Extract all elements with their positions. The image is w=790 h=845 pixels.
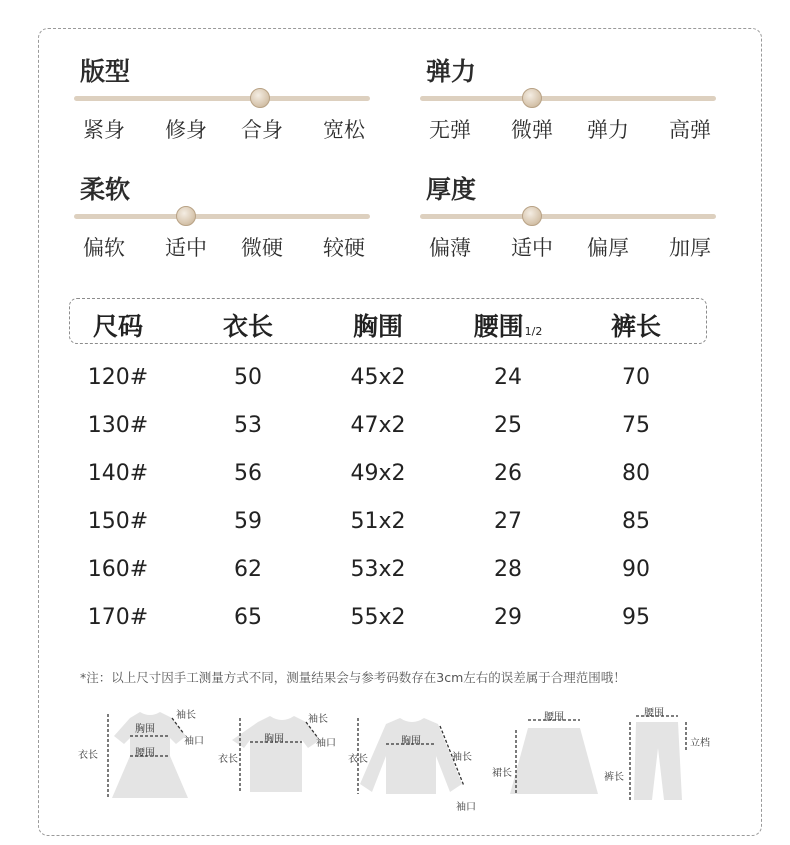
attribute-option: 微硬 (241, 236, 283, 260)
table-cell: 160# (87, 557, 149, 582)
tshirt-sleeve-label: 袖长 (308, 714, 328, 725)
attribute-options (74, 114, 374, 144)
attribute-slider-knob (522, 206, 542, 226)
pants-waist-label: 腰围 (644, 708, 664, 719)
column-header-label: 裤长 (610, 312, 662, 341)
attribute-option: 偏薄 (429, 236, 471, 260)
table-row (0, 557, 790, 597)
column-header (223, 307, 273, 343)
column-header (353, 307, 403, 343)
table-cell: 95 (622, 605, 650, 630)
attribute-option: 偏软 (83, 236, 125, 260)
dress-cuff-label: 袖口 (184, 736, 204, 747)
table-cell: 170# (87, 605, 149, 630)
table-cell: 47x2 (350, 413, 406, 438)
tshirt-chest-label: 胸围 (264, 734, 284, 745)
attribute-slider-knob (176, 206, 196, 226)
measurement-note: *注：以上尺寸因手工测量方式不同，测量结果会与参考码数存在3cm左右的误差属于合理范围哦！ (80, 670, 626, 685)
attribute-options (74, 232, 374, 262)
attribute-1 (420, 52, 720, 152)
table-cell: 120# (87, 365, 149, 390)
skirt-waist-label: 腰围 (544, 712, 564, 723)
table-cell: 25 (494, 413, 522, 438)
attribute-3 (420, 170, 720, 270)
table-cell: 45x2 (350, 365, 406, 390)
table-cell: 50 (234, 365, 262, 390)
dress-chest-label: 胸围 (135, 724, 155, 735)
column-header (93, 307, 143, 343)
dress-waist-label: 腰围 (135, 748, 155, 759)
table-cell: 80 (622, 461, 650, 486)
table-row (0, 413, 790, 453)
table-row (0, 605, 790, 645)
column-header (474, 307, 543, 343)
table-cell: 150# (87, 509, 149, 534)
table-cell: 140# (87, 461, 149, 486)
table-cell: 62 (234, 557, 262, 582)
table-cell: 56 (234, 461, 262, 486)
attribute-title: 厚度 (426, 175, 477, 204)
attribute-options (420, 114, 720, 144)
attribute-option: 较硬 (323, 236, 365, 260)
attribute-option: 适中 (511, 236, 553, 260)
attribute-option: 适中 (165, 236, 207, 260)
table-cell: 130# (87, 413, 149, 438)
longsleeve-illustration (346, 700, 496, 810)
attribute-option: 微弹 (511, 118, 553, 142)
attribute-title: 弹力 (426, 57, 477, 86)
attribute-title: 柔软 (80, 175, 131, 204)
skirt-diagram (488, 700, 618, 810)
attribute-0 (74, 52, 374, 152)
column-header (611, 307, 661, 343)
table-cell: 85 (622, 509, 650, 534)
pants-rise-label: 立档 (690, 738, 710, 749)
attribute-slider-knob (522, 88, 542, 108)
waist-half-suffix: 1/2 (524, 325, 543, 338)
attribute-slider-track (74, 214, 370, 219)
attribute-2 (74, 170, 374, 270)
tshirt-diagram (214, 700, 354, 810)
table-cell: 90 (622, 557, 650, 582)
table-row (0, 509, 790, 549)
table-cell: 29 (494, 605, 522, 630)
column-header-label: 胸围 (352, 312, 404, 341)
table-cell: 70 (622, 365, 650, 390)
skirt-length-label: 裙长 (492, 768, 512, 779)
attribute-slider-track (74, 96, 370, 101)
dress-diagram (78, 700, 218, 810)
tshirt-cuff-label: 袖口 (316, 738, 336, 749)
table-cell: 51x2 (350, 509, 406, 534)
table-cell: 55x2 (350, 605, 406, 630)
table-cell: 75 (622, 413, 650, 438)
longsleeve-sleeve-label: 袖长 (452, 752, 472, 763)
dress-sleeve-label: 袖长 (176, 710, 196, 721)
attribute-title: 版型 (80, 57, 131, 86)
table-cell: 26 (494, 461, 522, 486)
table-cell: 24 (494, 365, 522, 390)
attribute-slider-knob (250, 88, 270, 108)
table-cell: 59 (234, 509, 262, 534)
attribute-option: 修身 (165, 118, 207, 142)
tshirt-length-label: 衣长 (218, 754, 238, 765)
attribute-slider-track (420, 96, 716, 101)
attribute-option: 宽松 (323, 118, 365, 142)
table-row (0, 461, 790, 501)
pants-illustration (604, 700, 734, 810)
attribute-slider-track (420, 214, 716, 219)
column-header-label: 衣长 (222, 312, 274, 341)
attribute-option: 偏厚 (587, 236, 629, 260)
table-cell: 53x2 (350, 557, 406, 582)
attribute-option: 无弹 (429, 118, 471, 142)
attribute-option: 加厚 (669, 236, 711, 260)
table-cell: 53 (234, 413, 262, 438)
column-header-label: 尺码 (92, 312, 144, 341)
table-cell: 49x2 (350, 461, 406, 486)
table-cell: 65 (234, 605, 262, 630)
longsleeve-cuff-label: 袖口 (456, 802, 476, 813)
longsleeve-length-label: 衣长 (348, 754, 368, 765)
pants-diagram (604, 700, 734, 810)
attribute-option: 弹力 (587, 118, 629, 142)
table-cell: 27 (494, 509, 522, 534)
attribute-option: 合身 (241, 118, 283, 142)
dress-length-label: 衣长 (78, 750, 98, 761)
column-header-label: 腰围 (473, 312, 524, 341)
attribute-option: 高弹 (669, 118, 711, 142)
longsleeve-diagram (346, 700, 496, 813)
table-cell: 28 (494, 557, 522, 582)
table-row (0, 365, 790, 405)
attribute-option: 紧身 (83, 118, 125, 142)
pants-length-label: 裤长 (604, 772, 624, 783)
longsleeve-chest-label: 胸围 (401, 736, 421, 747)
attribute-options (420, 232, 720, 262)
